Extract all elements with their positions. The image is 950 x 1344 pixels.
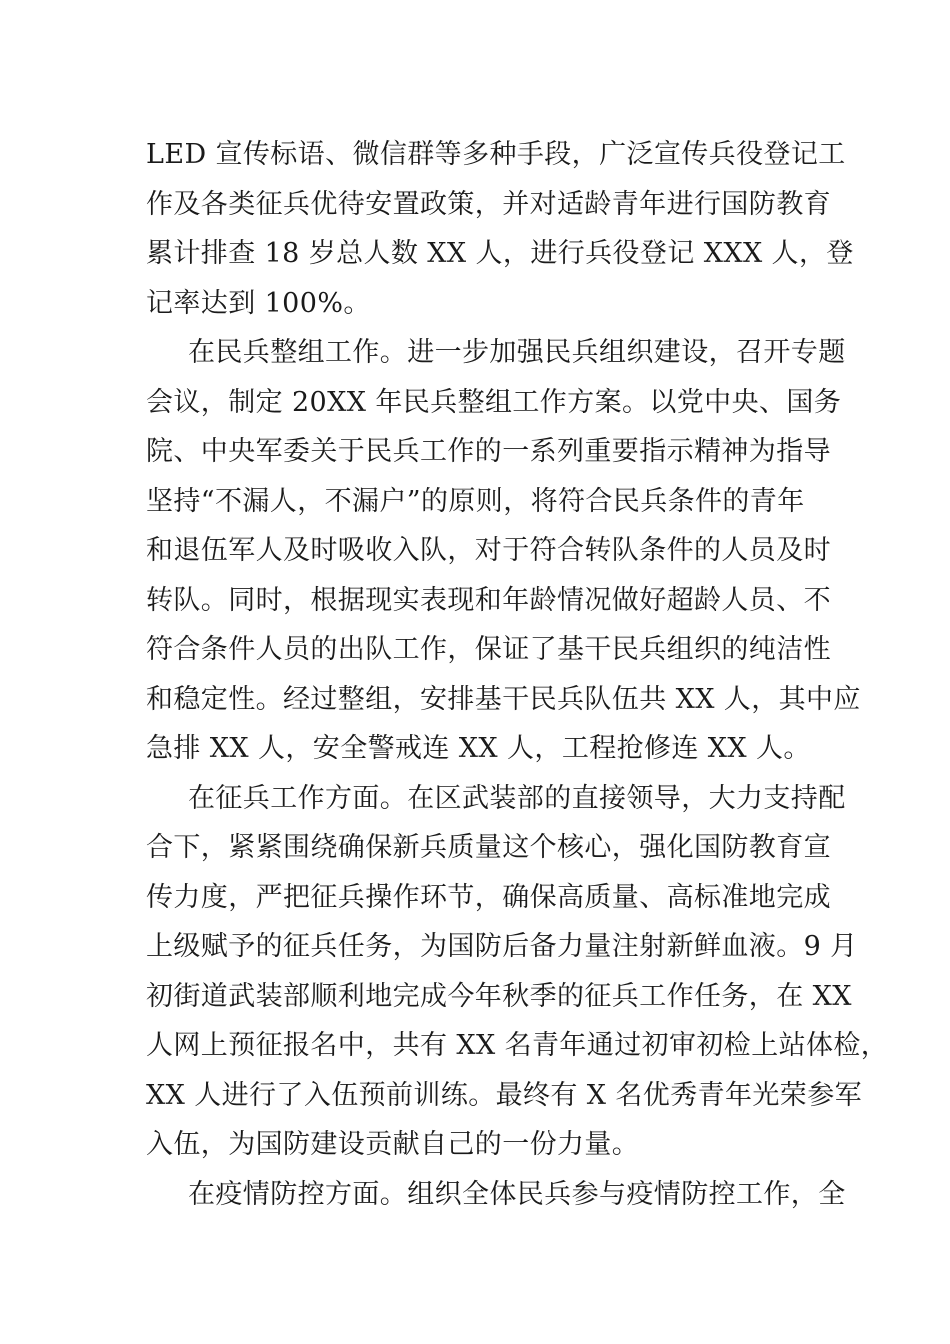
- paragraph-registration-stats: [146, 130, 854, 328]
- paragraph-conscription-work: [146, 774, 889, 1170]
- text-line: 合下，紧紧围绕确保新兵质量这个核心，强化国防教育宣: [146, 832, 831, 863]
- paragraph-epidemic-prevention: [146, 1170, 846, 1220]
- paragraph-militia-reorganization: [146, 328, 861, 774]
- text-line: LED 宣传标语、微信群等多种手段，广泛宣传兵役登记工: [146, 139, 846, 170]
- text-line: 和稳定性。经过整组，安排基干民兵队伍共 XX 人，其中应: [146, 683, 861, 715]
- text-line: 在疫情防控方面。组织全体民兵参与疫情防控工作，全: [188, 1178, 846, 1210]
- text-line: XX 人进行了入伍预前训练。最终有 X 名优秀青年光荣参军: [146, 1079, 863, 1111]
- text-line: 和退伍军人及时吸收入队，对于符合转队条件的人员及时: [146, 535, 831, 566]
- text-line: 初街道武装部顺利地完成今年秋季的征兵工作任务，在 XX: [146, 980, 852, 1012]
- text-line: 在民兵整组工作。进一步加强民兵组织建设，召开专题: [188, 337, 846, 368]
- text-line: 入伍，为国防建设贡献自己的一份力量。: [146, 1129, 640, 1160]
- text-line: 急排 XX 人，安全警戒连 XX 人，工程抢修连 XX 人。: [146, 733, 811, 764]
- text-line: 传力度，严把征兵操作环节，确保高质量、高标准地完成: [146, 881, 831, 913]
- text-line: 会议，制定 20XX 年民兵整组工作方案。以党中央、国务: [146, 386, 842, 418]
- text-line: 在征兵工作方面。在区武装部的直接领导，大力支持配: [188, 782, 846, 814]
- text-line: 坚持“不漏人，不漏户”的原则，将符合民兵条件的青年: [146, 485, 805, 517]
- text-line: 转队。同时，根据现实表现和年龄情况做好超龄人员、不: [146, 584, 831, 616]
- text-line: 累计排查 18 岁总人数 XX 人，进行兵役登记 XXX 人，登: [146, 238, 854, 269]
- text-line: 上级赋予的征兵任务，为国防后备力量注射新鲜血液。9 月: [146, 931, 858, 962]
- text-line: 人网上预征报名中，共有 XX 名青年通过初审初检上站体检，: [146, 1030, 889, 1061]
- document-body: [146, 130, 889, 1219]
- text-line: 记率达到 100%。: [146, 287, 371, 319]
- text-line: 作及各类征兵优待安置政策，并对适龄青年进行国防教育: [146, 188, 831, 220]
- text-line: 符合条件人员的出队工作，保证了基干民兵组织的纯洁性: [146, 634, 831, 665]
- text-line: 院、中央军委关于民兵工作的一系列重要指示精神为指导: [146, 436, 831, 467]
